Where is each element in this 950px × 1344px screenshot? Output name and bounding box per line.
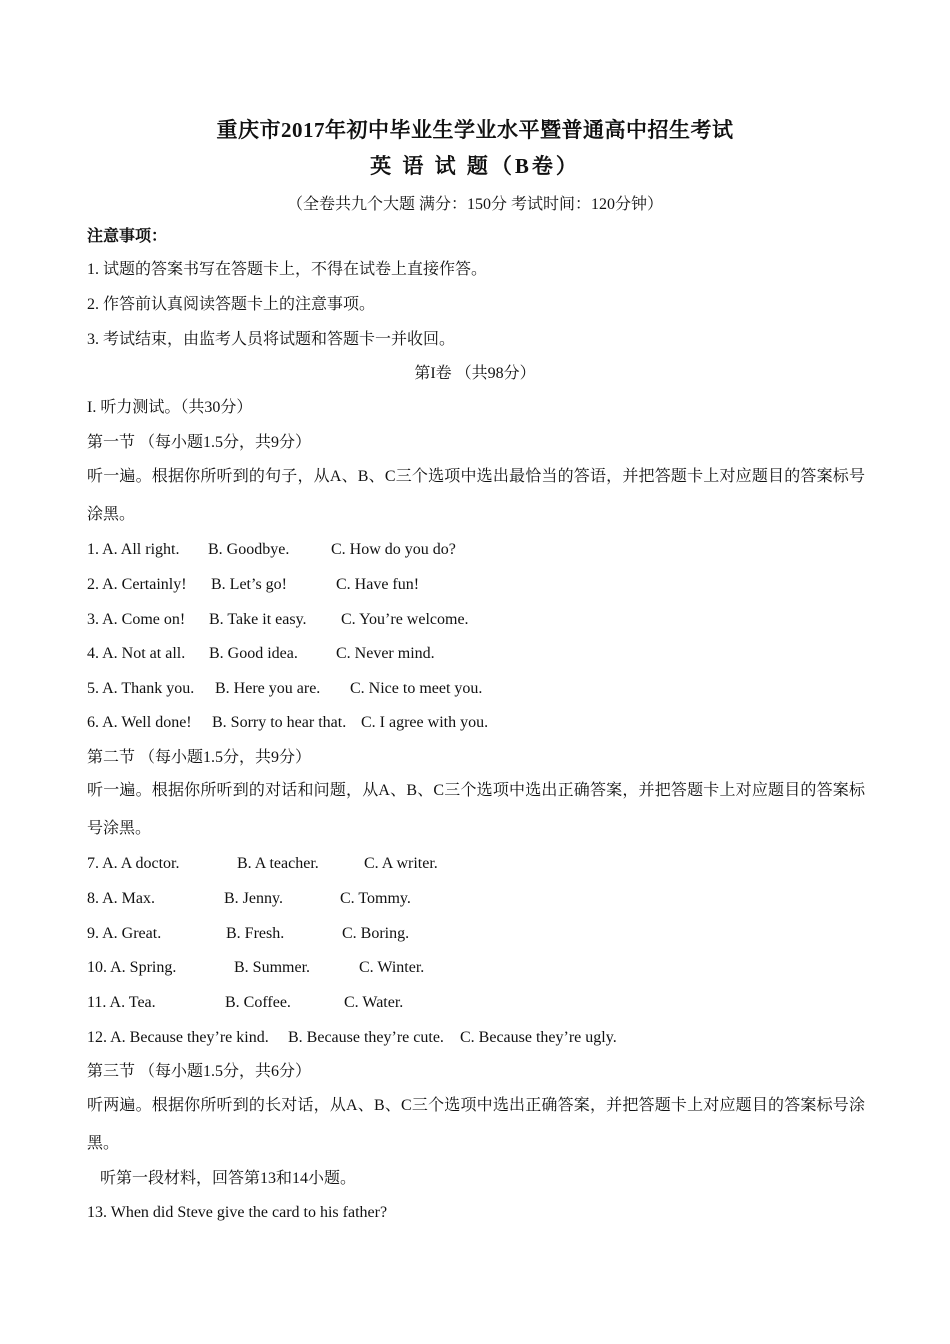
- option-a: 6. A. Well done!: [87, 714, 192, 731]
- option-b: B. Fresh.: [226, 925, 285, 942]
- option-b: B. Jenny.: [224, 890, 283, 907]
- option-a: 11. A. Tea.: [87, 994, 156, 1011]
- option-c: C. A writer.: [364, 855, 438, 872]
- option-c: C. Water.: [344, 994, 404, 1011]
- exam-info: （全卷共九个大题 满分：150分 考试时间：120分钟）: [286, 196, 663, 213]
- option-a: 10. A. Spring.: [87, 959, 177, 976]
- option-c: C. Never mind.: [336, 645, 435, 662]
- option-a: 12. A. Because they’re kind.: [87, 1029, 269, 1046]
- exam-subtitle: 英 语 试 题（B卷）: [370, 154, 580, 178]
- option-b: B. Goodbye.: [208, 541, 290, 558]
- option-c: C. Nice to meet you.: [350, 680, 483, 697]
- option-a: 2. A. Certainly!: [87, 576, 187, 593]
- option-a: 4. A. Not at all.: [87, 645, 186, 662]
- note-item: 3. 考试结束，由监考人员将试题和答题卡一并收回。: [87, 331, 456, 348]
- note-item: 2. 作答前认真阅读答题卡上的注意事项。: [87, 296, 376, 313]
- option-c: C. Winter.: [359, 959, 425, 976]
- option-c: C. Tommy.: [340, 890, 411, 907]
- section1-heading: 第一节 （每小题1.5分，共9分）: [87, 434, 312, 451]
- option-b: B. Sorry to hear that.: [212, 714, 347, 731]
- option-a: 3. A. Come on!: [87, 611, 186, 628]
- section3-instruction: 听两遍。根据你所听到的长对话，从A、B、C三个选项中选出正确答案，并把答题卡上对应题目的答案标号涂黑。: [87, 1097, 865, 1152]
- option-b: B. Take it easy.: [209, 611, 307, 628]
- option-a: 1. A. All right.: [87, 541, 180, 558]
- option-b: B. Because they’re cute.: [288, 1029, 444, 1046]
- question-13: 13. When did Steve give the card to his father?: [87, 1204, 388, 1221]
- material-note: 听第一段材料，回答第13和14小题。: [100, 1170, 357, 1187]
- option-b: B. Good idea.: [209, 645, 298, 662]
- option-c: C. Boring.: [342, 925, 410, 942]
- option-b: B. Coffee.: [225, 994, 291, 1011]
- option-b: B. Let’s go!: [211, 576, 287, 593]
- section3-heading: 第三节 （每小题1.5分，共6分）: [87, 1063, 312, 1080]
- option-c: C. You’re welcome.: [341, 611, 469, 628]
- option-b: B. Here you are.: [215, 680, 321, 697]
- section1-instruction: 听一遍。根据你所听到的句子，从A、B、C三个选项中选出最恰当的答语，并把答题卡上对应题目的答案标号涂黑。: [87, 468, 865, 523]
- section2-heading: 第二节 （每小题1.5分，共9分）: [87, 749, 312, 766]
- option-a: 9. A. Great.: [87, 925, 162, 942]
- option-a: 8. A. Max.: [87, 890, 155, 907]
- option-c: C. Have fun!: [336, 576, 420, 593]
- exam-title: 重庆市2017年初中毕业生学业水平暨普通高中招生考试: [216, 118, 734, 142]
- section-heading: I. 听力测试。（共30分）: [87, 399, 253, 416]
- note-item: 1. 试题的答案书写在答题卡上，不得在试卷上直接作答。: [87, 261, 488, 278]
- option-c: C. How do you do?: [331, 541, 456, 558]
- part-title: 第I卷 （共98分）: [414, 365, 536, 382]
- option-a: 7. A. A doctor.: [87, 855, 180, 872]
- option-a: 5. A. Thank you.: [87, 680, 195, 697]
- notes-heading: 注意事项：: [87, 228, 168, 245]
- option-b: B. A teacher.: [237, 855, 319, 872]
- section2-instruction: 听一遍。根据你所听到的对话和问题，从A、B、C三个选项中选出正确答案，并把答题卡上对应题目的答案标号涂黑。: [87, 782, 865, 837]
- option-b: B. Summer.: [234, 959, 311, 976]
- option-c: C. Because they’re ugly.: [460, 1029, 617, 1046]
- option-c: C. I agree with you.: [361, 714, 489, 731]
